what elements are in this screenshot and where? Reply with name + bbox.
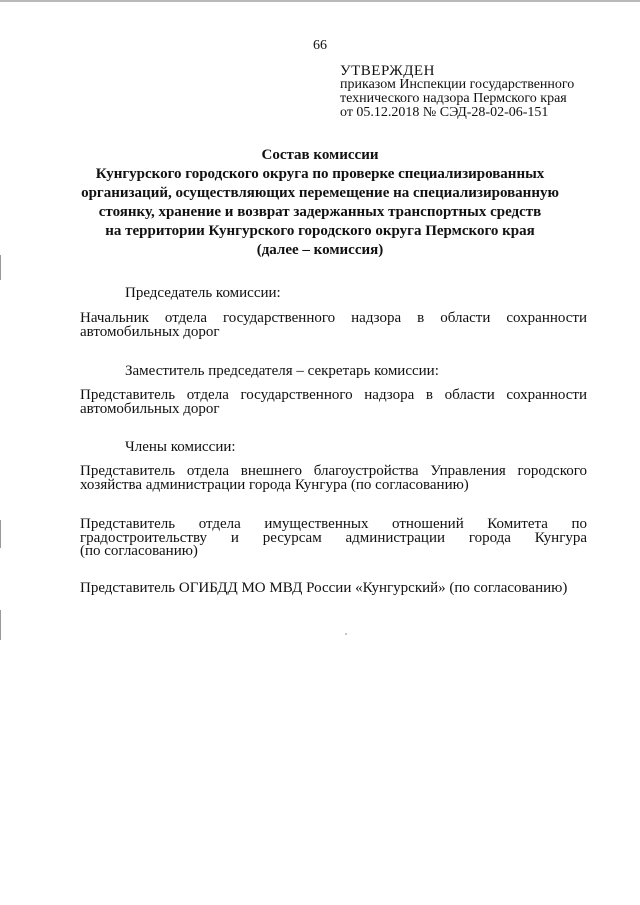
entry-line: Представитель отдела государственного надзора в области сохранности [80,387,587,403]
title-line: Состав комиссии [261,147,379,163]
entry-line: хозяйства администрации города Кунгура (по согласованию) [80,476,469,493]
scan-edge-left [0,520,1,548]
scan-speck [345,633,347,635]
approval-stamp [340,64,610,120]
scan-edge-top [0,0,640,2]
entry-line: Начальник отдела государственного надзора в области сохранности [80,310,587,326]
member-entry [80,465,587,492]
approval-line: приказом Инспекции государственного [340,77,575,92]
entry-line: Представитель ОГИБДД МО МВД России «Кунгурский» (по согласованию) [80,580,568,596]
chairman-role: Председатель комиссии: [125,285,281,301]
chairman-entry [80,312,587,339]
entry-line: градостроительству и ресурсам администрации города Кунгура [80,529,587,546]
title-line: Кунгурского городского округа по проверке специализированных [95,166,545,182]
title-line: на территории Кунгурского городского округа Пермского края [105,223,535,239]
scan-edge-left [0,255,1,280]
members-role: Члены комиссии: [125,439,236,455]
member-entry [80,518,587,559]
page-number: 66 [313,38,327,53]
scan-edge-left [0,610,1,640]
deputy-role: Заместитель председателя – секретарь комиссии: [125,363,439,379]
approval-heading: УТВЕРЖДЕН [340,63,435,79]
member-entry [80,582,587,596]
entry-line: автомобильных дорог [80,400,220,417]
title-line: стоянку, хранение и возврат задержанных транспортных средств [98,204,542,220]
document-title [80,146,560,260]
entry-line: Представитель отдела внешнего благоустройства Управления городского [80,463,587,479]
approval-line: от 05.12.2018 № СЭД-28-02-06-151 [340,105,549,120]
entry-line: автомобильных дорог [80,323,220,340]
approval-line: технического надзора Пермского края [340,91,567,106]
entry-line: (по согласованию) [80,543,198,559]
deputy-entry [80,389,587,416]
entry-line: Представитель отдела имущественных отношений Комитета по [80,516,587,532]
title-line: организаций, осуществляющих перемещение на специализированную [81,185,559,201]
title-line: (далее – комиссия) [256,242,384,258]
